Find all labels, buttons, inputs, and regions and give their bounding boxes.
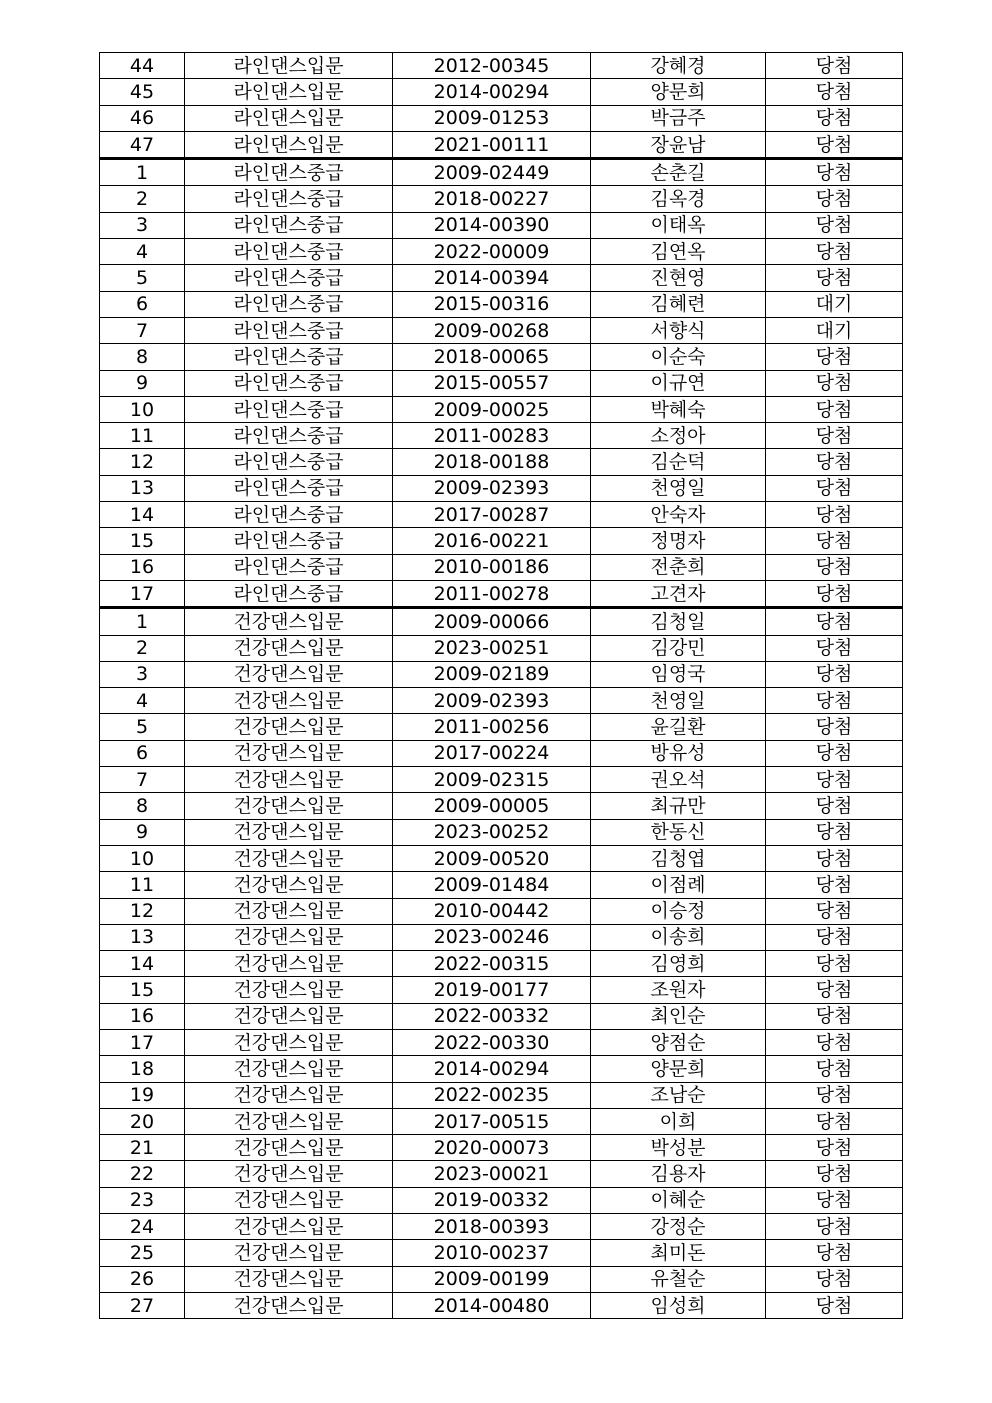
member-id-cell: 2021-00111	[393, 131, 591, 158]
row-number-cell: 20	[100, 1108, 185, 1134]
result-status-cell: 당첨	[766, 105, 903, 131]
result-status-cell: 당첨	[766, 1108, 903, 1134]
member-name-cell: 김강민	[591, 635, 766, 661]
member-id-cell: 2017-00224	[393, 740, 591, 766]
row-number-cell: 24	[100, 1214, 185, 1240]
member-name-cell: 김청엽	[591, 845, 766, 871]
result-status-cell: 당첨	[766, 239, 903, 265]
row-number-cell: 44	[100, 53, 185, 79]
course-name-cell: 라인댄스입문	[185, 131, 393, 158]
row-number-cell: 10	[100, 396, 185, 422]
course-name-cell: 건강댄스입문	[185, 845, 393, 871]
member-id-cell: 2023-00021	[393, 1161, 591, 1187]
member-id-cell: 2018-00065	[393, 344, 591, 370]
course-name-cell: 라인댄스중급	[185, 186, 393, 212]
table-row	[100, 1003, 903, 1029]
member-id-cell: 2022-00332	[393, 1003, 591, 1029]
member-name-cell: 이점례	[591, 872, 766, 898]
table-row	[100, 635, 903, 661]
member-id-cell: 2019-00177	[393, 977, 591, 1003]
member-name-cell: 한동신	[591, 819, 766, 845]
row-number-cell: 15	[100, 977, 185, 1003]
table-row	[100, 1266, 903, 1292]
member-id-cell: 2019-00332	[393, 1187, 591, 1213]
member-name-cell: 김순덕	[591, 449, 766, 475]
member-name-cell: 강혜경	[591, 53, 766, 79]
row-number-cell: 1	[100, 608, 185, 635]
member-name-cell: 서향식	[591, 317, 766, 343]
result-status-cell: 당첨	[766, 714, 903, 740]
member-name-cell: 김연옥	[591, 239, 766, 265]
member-id-cell: 2018-00188	[393, 449, 591, 475]
row-number-cell: 3	[100, 212, 185, 238]
member-id-cell: 2017-00287	[393, 502, 591, 528]
course-name-cell: 건강댄스입문	[185, 1161, 393, 1187]
table-row	[100, 898, 903, 924]
result-status-cell: 당첨	[766, 1187, 903, 1213]
row-number-cell: 7	[100, 767, 185, 793]
member-id-cell: 2018-00227	[393, 186, 591, 212]
course-name-cell: 건강댄스입문	[185, 1214, 393, 1240]
result-status-cell: 당첨	[766, 1266, 903, 1292]
member-id-cell: 2010-00186	[393, 554, 591, 580]
row-number-cell: 6	[100, 291, 185, 317]
table-row	[100, 951, 903, 977]
row-number-cell: 2	[100, 635, 185, 661]
member-id-cell: 2023-00246	[393, 924, 591, 950]
member-id-cell: 2012-00345	[393, 53, 591, 79]
member-id-cell: 2009-00025	[393, 396, 591, 422]
course-name-cell: 건강댄스입문	[185, 793, 393, 819]
table-row	[100, 740, 903, 766]
member-name-cell: 박성분	[591, 1135, 766, 1161]
table-row	[100, 317, 903, 343]
table-row	[100, 977, 903, 1003]
member-id-cell: 2014-00480	[393, 1292, 591, 1318]
row-number-cell: 14	[100, 502, 185, 528]
table-row	[100, 105, 903, 131]
member-name-cell: 조원자	[591, 977, 766, 1003]
table-row	[100, 661, 903, 687]
table-row	[100, 502, 903, 528]
member-name-cell: 진현영	[591, 265, 766, 291]
result-status-cell: 당첨	[766, 872, 903, 898]
row-number-cell: 7	[100, 317, 185, 343]
result-status-cell: 당첨	[766, 370, 903, 396]
course-name-cell: 라인댄스중급	[185, 475, 393, 501]
row-number-cell: 23	[100, 1187, 185, 1213]
row-number-cell: 9	[100, 370, 185, 396]
table-row	[100, 608, 903, 635]
result-status-cell: 당첨	[766, 396, 903, 422]
member-name-cell: 권오석	[591, 767, 766, 793]
member-name-cell: 천영일	[591, 688, 766, 714]
result-status-cell: 당첨	[766, 688, 903, 714]
member-name-cell: 안숙자	[591, 502, 766, 528]
result-status-cell: 당첨	[766, 449, 903, 475]
row-number-cell: 15	[100, 528, 185, 554]
course-name-cell: 건강댄스입문	[185, 977, 393, 1003]
result-status-cell: 당첨	[766, 528, 903, 554]
row-number-cell: 5	[100, 714, 185, 740]
result-status-cell: 당첨	[766, 265, 903, 291]
result-status-cell: 당첨	[766, 1240, 903, 1266]
course-name-cell: 건강댄스입문	[185, 1292, 393, 1318]
result-status-cell: 당첨	[766, 977, 903, 1003]
member-name-cell: 이규연	[591, 370, 766, 396]
result-status-cell: 당첨	[766, 186, 903, 212]
row-number-cell: 4	[100, 239, 185, 265]
table-row	[100, 1187, 903, 1213]
lottery-results-table	[99, 52, 903, 1319]
course-name-cell: 건강댄스입문	[185, 1108, 393, 1134]
course-name-cell: 건강댄스입문	[185, 661, 393, 687]
course-name-cell: 건강댄스입문	[185, 608, 393, 635]
course-name-cell: 건강댄스입문	[185, 1003, 393, 1029]
row-number-cell: 12	[100, 449, 185, 475]
table-row	[100, 845, 903, 871]
member-id-cell: 2015-00557	[393, 370, 591, 396]
course-name-cell: 건강댄스입문	[185, 819, 393, 845]
member-id-cell: 2009-00199	[393, 1266, 591, 1292]
member-name-cell: 이혜순	[591, 1187, 766, 1213]
member-id-cell: 2023-00251	[393, 635, 591, 661]
row-number-cell: 17	[100, 580, 185, 607]
table-row	[100, 1108, 903, 1134]
row-number-cell: 13	[100, 475, 185, 501]
table-row	[100, 475, 903, 501]
course-name-cell: 라인댄스입문	[185, 105, 393, 131]
table-row	[100, 1056, 903, 1082]
table-row	[100, 924, 903, 950]
member-id-cell: 2014-00390	[393, 212, 591, 238]
result-status-cell: 당첨	[766, 767, 903, 793]
course-name-cell: 라인댄스입문	[185, 53, 393, 79]
row-number-cell: 14	[100, 951, 185, 977]
course-name-cell: 건강댄스입문	[185, 1082, 393, 1108]
course-name-cell: 건강댄스입문	[185, 767, 393, 793]
course-name-cell: 건강댄스입문	[185, 1266, 393, 1292]
result-status-cell: 당첨	[766, 475, 903, 501]
table-row	[100, 159, 903, 186]
course-name-cell: 라인댄스중급	[185, 239, 393, 265]
member-name-cell: 김청일	[591, 608, 766, 635]
course-name-cell: 라인댄스중급	[185, 502, 393, 528]
course-name-cell: 건강댄스입문	[185, 1187, 393, 1213]
result-status-cell: 당첨	[766, 554, 903, 580]
result-status-cell: 당첨	[766, 898, 903, 924]
result-status-cell: 당첨	[766, 819, 903, 845]
course-name-cell: 건강댄스입문	[185, 688, 393, 714]
course-name-cell: 라인댄스중급	[185, 344, 393, 370]
table-row	[100, 239, 903, 265]
member-name-cell: 이승정	[591, 898, 766, 924]
member-id-cell: 2009-00066	[393, 608, 591, 635]
member-id-cell: 2011-00278	[393, 580, 591, 607]
member-name-cell: 방유성	[591, 740, 766, 766]
course-name-cell: 건강댄스입문	[185, 951, 393, 977]
course-name-cell: 건강댄스입문	[185, 635, 393, 661]
member-id-cell: 2015-00316	[393, 291, 591, 317]
table-row	[100, 291, 903, 317]
row-number-cell: 18	[100, 1056, 185, 1082]
table-row	[100, 1292, 903, 1318]
member-name-cell: 정명자	[591, 528, 766, 554]
row-number-cell: 46	[100, 105, 185, 131]
course-name-cell: 건강댄스입문	[185, 872, 393, 898]
table-row	[100, 1240, 903, 1266]
member-id-cell: 2017-00515	[393, 1108, 591, 1134]
result-status-cell: 당첨	[766, 1161, 903, 1187]
result-status-cell: 당첨	[766, 344, 903, 370]
row-number-cell: 26	[100, 1266, 185, 1292]
member-id-cell: 2009-00268	[393, 317, 591, 343]
table-row	[100, 714, 903, 740]
member-id-cell: 2022-00009	[393, 239, 591, 265]
course-name-cell: 라인댄스입문	[185, 79, 393, 105]
member-name-cell: 손춘길	[591, 159, 766, 186]
course-name-cell: 라인댄스중급	[185, 580, 393, 607]
result-status-cell: 당첨	[766, 1029, 903, 1055]
member-id-cell: 2014-00394	[393, 265, 591, 291]
result-status-cell: 당첨	[766, 1003, 903, 1029]
member-name-cell: 양문희	[591, 79, 766, 105]
member-id-cell: 2009-02449	[393, 159, 591, 186]
member-name-cell: 김영희	[591, 951, 766, 977]
member-id-cell: 2009-01253	[393, 105, 591, 131]
table-body	[100, 53, 903, 1319]
result-status-cell: 당첨	[766, 1135, 903, 1161]
member-name-cell: 박금주	[591, 105, 766, 131]
row-number-cell: 8	[100, 793, 185, 819]
member-name-cell: 양문희	[591, 1056, 766, 1082]
table-row	[100, 1029, 903, 1055]
table-row	[100, 1135, 903, 1161]
member-id-cell: 2016-00221	[393, 528, 591, 554]
member-name-cell: 최규만	[591, 793, 766, 819]
member-name-cell: 전춘희	[591, 554, 766, 580]
member-id-cell: 2010-00237	[393, 1240, 591, 1266]
member-id-cell: 2011-00256	[393, 714, 591, 740]
result-status-cell: 당첨	[766, 1056, 903, 1082]
row-number-cell: 12	[100, 898, 185, 924]
course-name-cell: 라인댄스중급	[185, 159, 393, 186]
row-number-cell: 11	[100, 423, 185, 449]
table-row	[100, 370, 903, 396]
member-id-cell: 2014-00294	[393, 1056, 591, 1082]
member-name-cell: 천영일	[591, 475, 766, 501]
course-name-cell: 건강댄스입문	[185, 924, 393, 950]
member-id-cell: 2014-00294	[393, 79, 591, 105]
course-name-cell: 라인댄스중급	[185, 265, 393, 291]
table-row	[100, 265, 903, 291]
row-number-cell: 16	[100, 1003, 185, 1029]
row-number-cell: 25	[100, 1240, 185, 1266]
result-status-cell: 당첨	[766, 740, 903, 766]
member-id-cell: 2010-00442	[393, 898, 591, 924]
member-id-cell: 2009-00005	[393, 793, 591, 819]
course-name-cell: 건강댄스입문	[185, 740, 393, 766]
member-name-cell: 최인순	[591, 1003, 766, 1029]
course-name-cell: 건강댄스입문	[185, 1135, 393, 1161]
row-number-cell: 9	[100, 819, 185, 845]
member-id-cell: 2009-02393	[393, 688, 591, 714]
course-name-cell: 라인댄스중급	[185, 291, 393, 317]
course-name-cell: 건강댄스입문	[185, 898, 393, 924]
member-id-cell: 2022-00330	[393, 1029, 591, 1055]
result-status-cell: 당첨	[766, 661, 903, 687]
member-id-cell: 2022-00315	[393, 951, 591, 977]
result-status-cell: 당첨	[766, 951, 903, 977]
course-name-cell: 건강댄스입문	[185, 1240, 393, 1266]
result-status-cell: 당첨	[766, 608, 903, 635]
row-number-cell: 22	[100, 1161, 185, 1187]
member-name-cell: 박혜숙	[591, 396, 766, 422]
row-number-cell: 6	[100, 740, 185, 766]
row-number-cell: 11	[100, 872, 185, 898]
row-number-cell: 27	[100, 1292, 185, 1318]
table-row	[100, 396, 903, 422]
member-name-cell: 임성희	[591, 1292, 766, 1318]
result-status-cell: 당첨	[766, 1292, 903, 1318]
member-name-cell: 김용자	[591, 1161, 766, 1187]
member-name-cell: 김옥경	[591, 186, 766, 212]
row-number-cell: 5	[100, 265, 185, 291]
result-status-cell: 당첨	[766, 423, 903, 449]
course-name-cell: 라인댄스중급	[185, 528, 393, 554]
table-row	[100, 131, 903, 158]
result-status-cell: 당첨	[766, 131, 903, 158]
member-name-cell: 양점순	[591, 1029, 766, 1055]
table-row	[100, 580, 903, 607]
table-row	[100, 1214, 903, 1240]
course-name-cell: 건강댄스입문	[185, 1056, 393, 1082]
result-status-cell: 당첨	[766, 1214, 903, 1240]
row-number-cell: 8	[100, 344, 185, 370]
row-number-cell: 17	[100, 1029, 185, 1055]
member-name-cell: 최미돈	[591, 1240, 766, 1266]
result-status-cell: 당첨	[766, 580, 903, 607]
member-name-cell: 김혜련	[591, 291, 766, 317]
result-status-cell: 당첨	[766, 502, 903, 528]
table-row	[100, 212, 903, 238]
result-status-cell: 당첨	[766, 212, 903, 238]
result-status-cell: 대기	[766, 317, 903, 343]
result-status-cell: 당첨	[766, 79, 903, 105]
table-row	[100, 79, 903, 105]
table-row	[100, 528, 903, 554]
table-row	[100, 1082, 903, 1108]
row-number-cell: 10	[100, 845, 185, 871]
row-number-cell: 1	[100, 159, 185, 186]
course-name-cell: 라인댄스중급	[185, 449, 393, 475]
table-row	[100, 186, 903, 212]
table-row	[100, 1161, 903, 1187]
member-name-cell: 임영국	[591, 661, 766, 687]
row-number-cell: 2	[100, 186, 185, 212]
member-name-cell: 이순숙	[591, 344, 766, 370]
member-name-cell: 조남순	[591, 1082, 766, 1108]
row-number-cell: 13	[100, 924, 185, 950]
row-number-cell: 16	[100, 554, 185, 580]
result-status-cell: 당첨	[766, 845, 903, 871]
course-name-cell: 라인댄스중급	[185, 317, 393, 343]
course-name-cell: 라인댄스중급	[185, 396, 393, 422]
table-row	[100, 344, 903, 370]
member-name-cell: 고견자	[591, 580, 766, 607]
table-row	[100, 53, 903, 79]
member-name-cell: 이희	[591, 1108, 766, 1134]
course-name-cell: 라인댄스중급	[185, 554, 393, 580]
member-id-cell: 2009-02315	[393, 767, 591, 793]
result-status-cell: 당첨	[766, 793, 903, 819]
table-row	[100, 423, 903, 449]
row-number-cell: 3	[100, 661, 185, 687]
member-name-cell: 이태옥	[591, 212, 766, 238]
member-name-cell: 장윤남	[591, 131, 766, 158]
table-row	[100, 819, 903, 845]
course-name-cell: 건강댄스입문	[185, 1029, 393, 1055]
table-row	[100, 872, 903, 898]
member-id-cell: 2020-00073	[393, 1135, 591, 1161]
member-name-cell: 강정순	[591, 1214, 766, 1240]
course-name-cell: 건강댄스입문	[185, 714, 393, 740]
course-name-cell: 라인댄스중급	[185, 423, 393, 449]
row-number-cell: 21	[100, 1135, 185, 1161]
member-id-cell: 2023-00252	[393, 819, 591, 845]
member-name-cell: 윤길환	[591, 714, 766, 740]
result-status-cell: 당첨	[766, 635, 903, 661]
result-status-cell: 대기	[766, 291, 903, 317]
member-id-cell: 2009-01484	[393, 872, 591, 898]
row-number-cell: 4	[100, 688, 185, 714]
member-id-cell: 2011-00283	[393, 423, 591, 449]
member-id-cell: 2009-02393	[393, 475, 591, 501]
member-id-cell: 2009-00520	[393, 845, 591, 871]
member-id-cell: 2022-00235	[393, 1082, 591, 1108]
row-number-cell: 45	[100, 79, 185, 105]
result-status-cell: 당첨	[766, 53, 903, 79]
table-row	[100, 688, 903, 714]
member-name-cell: 유철순	[591, 1266, 766, 1292]
table-row	[100, 449, 903, 475]
member-name-cell: 소정아	[591, 423, 766, 449]
row-number-cell: 47	[100, 131, 185, 158]
result-status-cell: 당첨	[766, 1082, 903, 1108]
result-status-cell: 당첨	[766, 159, 903, 186]
table-row	[100, 793, 903, 819]
row-number-cell: 19	[100, 1082, 185, 1108]
table-row	[100, 767, 903, 793]
member-id-cell: 2009-02189	[393, 661, 591, 687]
course-name-cell: 라인댄스중급	[185, 212, 393, 238]
member-name-cell: 이송희	[591, 924, 766, 950]
course-name-cell: 라인댄스중급	[185, 370, 393, 396]
table-row	[100, 554, 903, 580]
member-id-cell: 2018-00393	[393, 1214, 591, 1240]
result-status-cell: 당첨	[766, 924, 903, 950]
